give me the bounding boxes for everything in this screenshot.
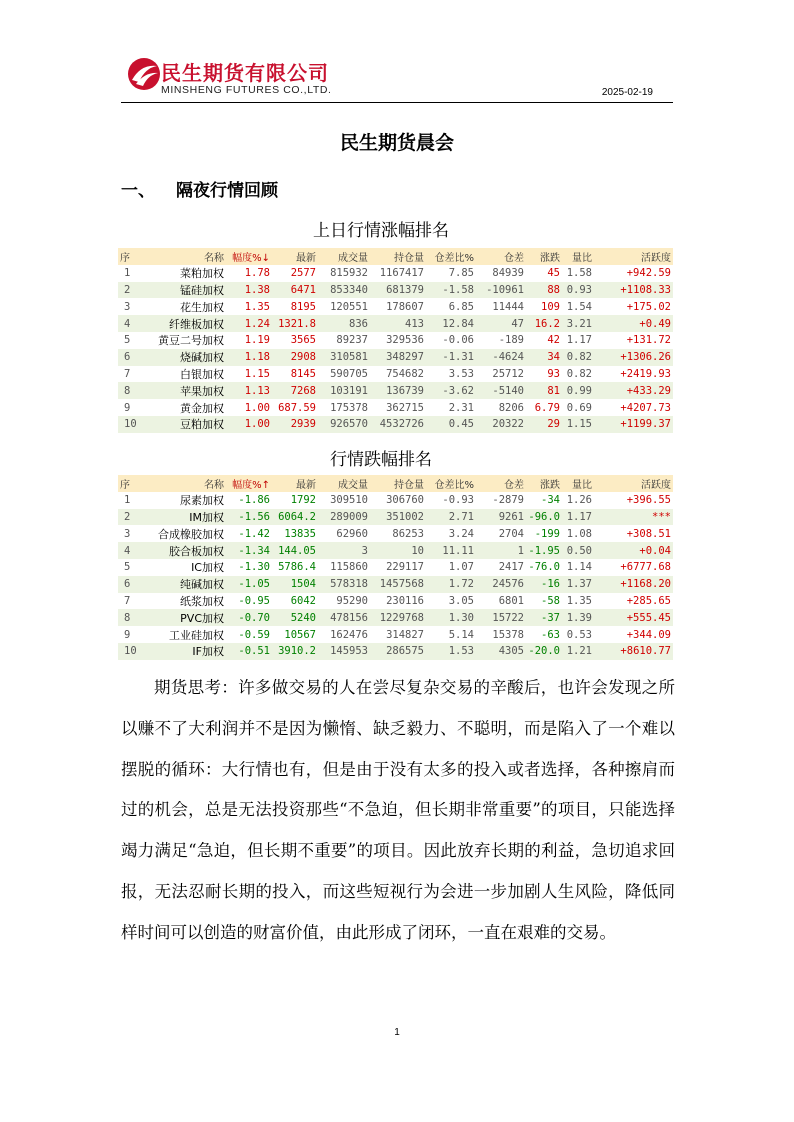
table-cell: 2704 — [498, 527, 524, 540]
table-cell: 926570 — [330, 418, 368, 431]
table-cell: +0.49 — [639, 317, 671, 330]
losers-table-title: 行情跌幅排名 — [330, 450, 432, 470]
table-cell: 4 — [124, 317, 131, 330]
table-cell: 黄金加权 — [180, 401, 224, 415]
table-cell: 7.85 — [448, 267, 474, 280]
table-cell: -1.56 — [238, 510, 270, 523]
column-header[interactable]: 持仓量 — [394, 479, 424, 491]
table-cell: 黄豆二号加权 — [158, 334, 224, 348]
minsheng-logo-icon — [127, 56, 161, 92]
table-cell: -4624 — [492, 351, 524, 364]
table-cell: 尿素加权 — [180, 494, 224, 508]
table-cell: +555.45 — [626, 611, 671, 624]
table-cell: 95290 — [336, 594, 368, 607]
column-header[interactable]: 最新 — [296, 252, 316, 264]
table-cell: 590705 — [330, 367, 368, 380]
table-cell: 纤维板加权 — [169, 317, 224, 331]
table-cell: 2417 — [498, 561, 524, 574]
table-cell: 烧碱加权 — [180, 351, 224, 365]
table-cell: 314827 — [386, 628, 424, 641]
table-cell: 109 — [541, 300, 560, 313]
table-cell: -1.95 — [528, 544, 560, 557]
table-cell: 289009 — [330, 510, 368, 523]
table-cell: 1.07 — [448, 561, 474, 574]
table-cell: +0.04 — [639, 544, 671, 557]
table-cell: 11.11 — [442, 544, 474, 557]
table-cell: 144.05 — [278, 544, 316, 557]
table-cell: 230116 — [386, 594, 424, 607]
table-cell: 花生加权 — [180, 300, 224, 314]
table-cell: 1792 — [290, 494, 316, 507]
column-header[interactable]: 序 — [120, 252, 130, 264]
table-cell: -1.86 — [238, 494, 270, 507]
table-cell: 6801 — [498, 594, 524, 607]
table-cell: IM加权 — [189, 510, 224, 524]
table-header-row — [118, 248, 673, 265]
table-cell: 10567 — [284, 628, 316, 641]
table-cell: 7268 — [290, 384, 316, 397]
commentary-text: 期货思考：许多做交易的人在尝尽复杂交易的辛酸后，也许会发现之所以赚不了大利润并不是因为懒惰、缺乏毅力、不聪明，而是陷入了一个难以摆脱的循环：大行情也有，但是由于没有太多的投入或者选择，各种擦肩而过的机会，总是无法投资那些“不急迫，但长期非常重要”的项目，只能选择竭力满足“急迫，但长期不重要”的项目。因此放弃长期的利益，急切追求回报，无法忍耐长期的投入，而这些短视行为会进一步加剧人生风险，降低同样时间可以创造的财富价值，由此形成了闭环，一直在艰难的交易。 — [121, 678, 675, 942]
table-cell: 2908 — [290, 351, 316, 364]
table-cell: 815932 — [330, 267, 368, 280]
table-cell: 115860 — [330, 561, 368, 574]
table-cell: 苹果加权 — [180, 384, 224, 398]
table-cell: 362715 — [386, 401, 424, 414]
table-cell: 687.59 — [278, 401, 316, 414]
table-cell: 10 — [411, 544, 424, 557]
table-cell: 351002 — [386, 510, 424, 523]
table-cell: -0.51 — [238, 645, 270, 658]
table-row[interactable] — [118, 399, 673, 416]
table-cell: 81 — [547, 384, 560, 397]
table-cell: -16 — [541, 578, 560, 591]
column-header[interactable]: 持仓量 — [394, 252, 424, 264]
table-cell: 4532726 — [379, 418, 424, 431]
table-cell: +396.55 — [626, 494, 671, 507]
table-row[interactable] — [118, 643, 673, 660]
table-cell: 1.08 — [566, 527, 592, 540]
table-cell: +2419.93 — [620, 367, 671, 380]
page-number: 1 — [394, 1027, 400, 1038]
table-cell: 0.69 — [566, 401, 592, 414]
table-cell: 6.85 — [448, 300, 474, 313]
table-cell: 1.14 — [566, 561, 592, 574]
table-cell: 24576 — [492, 578, 524, 591]
table-cell: 1.58 — [566, 267, 592, 280]
table-cell: +8610.77 — [620, 645, 671, 658]
table-cell: 1 — [517, 544, 524, 557]
table-cell: +6777.68 — [620, 561, 671, 574]
table-cell: +1168.20 — [620, 578, 671, 591]
table-cell: 62960 — [336, 527, 368, 540]
table-cell: 3565 — [290, 334, 316, 347]
table-cell: 309510 — [330, 494, 368, 507]
table-cell: +175.02 — [626, 300, 671, 313]
table-cell: 84939 — [492, 267, 524, 280]
table-cell: 45 — [547, 267, 560, 280]
table-row[interactable] — [118, 298, 673, 315]
table-cell: +131.72 — [626, 334, 671, 347]
table-cell: 5 — [124, 334, 131, 347]
commentary-paragraph — [121, 668, 675, 954]
table-cell: -0.70 — [238, 611, 270, 624]
table-cell: 1.18 — [244, 351, 270, 364]
table-cell: 16.2 — [534, 317, 560, 330]
table-cell: 178607 — [386, 300, 424, 313]
table-cell: 胶合板加权 — [169, 544, 224, 558]
table-cell: 1.24 — [244, 317, 270, 330]
company-name-en: MINSHENG FUTURES CO.,LTD. — [161, 84, 332, 96]
table-cell: 1.38 — [244, 283, 270, 296]
document-title: 民生期货晨会 — [339, 132, 454, 154]
table-header-row — [118, 475, 673, 492]
table-cell: -189 — [498, 334, 524, 347]
table-cell: 93 — [547, 367, 560, 380]
table-cell: PVC加权 — [180, 611, 224, 625]
table-row[interactable] — [118, 593, 673, 610]
table-cell: 8195 — [290, 300, 316, 313]
table-cell: 310581 — [330, 351, 368, 364]
table-cell: 853340 — [330, 283, 368, 296]
table-cell: 5240 — [290, 611, 316, 624]
table-row[interactable] — [118, 282, 673, 299]
section-number: 一、 — [121, 181, 155, 201]
table-cell: 0.45 — [448, 418, 474, 431]
table-cell: 6 — [124, 578, 131, 591]
table-row[interactable] — [118, 492, 673, 509]
table-cell: 88 — [547, 283, 560, 296]
table-cell: 7 — [124, 594, 131, 607]
table-cell: -0.59 — [238, 628, 270, 641]
table-cell: -0.93 — [442, 494, 474, 507]
column-header[interactable]: 仓差比% — [434, 479, 474, 491]
table-cell: *** — [652, 510, 671, 523]
table-cell: 9 — [124, 401, 131, 414]
table-cell: 1.37 — [566, 578, 592, 591]
table-cell: 1.13 — [244, 384, 270, 397]
table-cell: 4305 — [498, 645, 524, 658]
table-cell: 1321.8 — [278, 317, 316, 330]
table-cell: -63 — [541, 628, 560, 641]
table-cell: -0.95 — [238, 594, 270, 607]
table-cell: 锰硅加权 — [180, 283, 224, 297]
table-cell: 3.53 — [448, 367, 474, 380]
section-label: 隔夜行情回顾 — [176, 181, 278, 201]
table-cell: 0.82 — [566, 367, 592, 380]
table-cell: +1306.26 — [620, 351, 671, 364]
table-cell: 6.79 — [534, 401, 560, 414]
column-header[interactable]: 涨跌 — [540, 252, 560, 264]
table-cell: 25712 — [492, 367, 524, 380]
table-cell: 681379 — [386, 283, 424, 296]
table-cell: -96.0 — [528, 510, 560, 523]
table-cell: 纸浆加权 — [180, 594, 224, 608]
column-header[interactable]: 仓差 — [504, 252, 524, 264]
column-header[interactable]: 量比 — [572, 252, 592, 264]
table-cell: 5.14 — [448, 628, 474, 641]
column-header[interactable]: 活跃度 — [641, 479, 671, 491]
table-cell: 10 — [124, 418, 137, 431]
table-cell: 4 — [124, 544, 131, 557]
table-cell: 2939 — [290, 418, 316, 431]
table-cell: -1.31 — [442, 351, 474, 364]
table-cell: 13835 — [284, 527, 316, 540]
table-cell: -20.0 — [528, 645, 560, 658]
table-row[interactable] — [118, 349, 673, 366]
table-cell: 1.53 — [448, 645, 474, 658]
table-cell: 7 — [124, 367, 131, 380]
table-cell: 1167417 — [379, 267, 424, 280]
table-cell: IC加权 — [191, 561, 224, 575]
table-cell: 15722 — [492, 611, 524, 624]
table-cell: 1.30 — [448, 611, 474, 624]
column-header[interactable]: 量比 — [572, 479, 592, 491]
losers-table — [118, 475, 673, 660]
table-cell: 11444 — [492, 300, 524, 313]
column-header[interactable]: 名称 — [204, 252, 224, 264]
table-cell: 3 — [361, 544, 368, 557]
table-cell: IF加权 — [192, 645, 224, 659]
table-cell: 豆粕加权 — [180, 418, 224, 432]
column-header[interactable]: 涨跌 — [540, 479, 560, 491]
table-cell: 1229768 — [379, 611, 424, 624]
gainers-table-title: 上日行情涨幅排名 — [313, 221, 449, 241]
table-cell: +4207.73 — [620, 401, 671, 414]
table-cell: 1.35 — [244, 300, 270, 313]
table-cell: 1 — [124, 494, 131, 507]
table-cell: 329536 — [386, 334, 424, 347]
table-cell: -34 — [541, 494, 560, 507]
header-date: 2025-02-19 — [601, 87, 653, 98]
table-cell: 120551 — [330, 300, 368, 313]
table-row[interactable] — [118, 626, 673, 643]
table-cell: 754682 — [386, 367, 424, 380]
table-cell: 2 — [124, 510, 131, 523]
table-cell: 478156 — [330, 611, 368, 624]
table-cell: 1.15 — [566, 418, 592, 431]
table-cell: -3.62 — [442, 384, 474, 397]
table-row[interactable] — [118, 542, 673, 559]
table-cell: 菜粕加权 — [180, 267, 224, 281]
table-cell: 2577 — [290, 267, 316, 280]
table-cell: 5786.4 — [278, 561, 316, 574]
column-header[interactable]: 序 — [120, 479, 130, 491]
column-header[interactable]: 成交量 — [338, 252, 368, 264]
table-cell: 8145 — [290, 367, 316, 380]
table-cell: +1199.37 — [620, 418, 671, 431]
table-cell: 3 — [124, 527, 131, 540]
table-cell: 9261 — [498, 510, 524, 523]
table-cell: -37 — [541, 611, 560, 624]
table-row[interactable] — [118, 559, 673, 576]
table-cell: 6 — [124, 351, 131, 364]
table-cell: 0.99 — [566, 384, 592, 397]
table-cell: 白银加权 — [180, 367, 224, 381]
table-cell: 42 — [547, 334, 560, 347]
table-cell: 6064.2 — [278, 510, 316, 523]
table-row[interactable] — [118, 265, 673, 282]
column-header[interactable]: 幅度%↓ — [232, 252, 270, 264]
table-cell: 合成橡胶加权 — [158, 527, 224, 541]
table-cell: 纯碱加权 — [180, 578, 224, 592]
table-row[interactable] — [118, 509, 673, 526]
table-cell: 1.17 — [566, 334, 592, 347]
table-cell: +285.65 — [626, 594, 671, 607]
table-row[interactable] — [118, 366, 673, 383]
table-cell: 8206 — [498, 401, 524, 414]
column-header[interactable]: 活跃度 — [641, 252, 671, 264]
table-cell: 1.15 — [244, 367, 270, 380]
table-cell: -2879 — [492, 494, 524, 507]
table-cell: -1.34 — [238, 544, 270, 557]
section-heading — [121, 176, 278, 201]
table-cell: 1504 — [290, 578, 316, 591]
table-cell: 1.19 — [244, 334, 270, 347]
table-row[interactable] — [118, 609, 673, 626]
table-cell: 229117 — [386, 561, 424, 574]
table-cell: 6042 — [290, 594, 316, 607]
table-row[interactable] — [118, 525, 673, 542]
table-cell: 8 — [124, 611, 131, 624]
table-cell: 306760 — [386, 494, 424, 507]
table-cell: 12.84 — [442, 317, 474, 330]
table-cell: +308.51 — [626, 527, 671, 540]
table-cell: 1.39 — [566, 611, 592, 624]
table-cell: 0.93 — [566, 283, 592, 296]
table-cell: +433.29 — [626, 384, 671, 397]
table-cell: 工业硅加权 — [169, 628, 224, 642]
table-cell: 1.78 — [244, 267, 270, 280]
column-header[interactable]: 仓差比% — [434, 252, 474, 264]
table-cell: -1.58 — [442, 283, 474, 296]
table-cell: +1108.33 — [620, 283, 671, 296]
table-cell: 5 — [124, 561, 131, 574]
table-cell: 836 — [349, 317, 368, 330]
table-cell: 145953 — [330, 645, 368, 658]
table-cell: +942.59 — [626, 267, 671, 280]
table-cell: 8 — [124, 384, 131, 397]
table-cell: 348297 — [386, 351, 424, 364]
table-cell: -1.30 — [238, 561, 270, 574]
column-header[interactable]: 最新 — [296, 479, 316, 491]
table-cell: 136739 — [386, 384, 424, 397]
table-cell: 1 — [124, 267, 131, 280]
table-cell: 1.00 — [244, 418, 270, 431]
table-cell: 3910.2 — [278, 645, 316, 658]
table-cell: 1.54 — [566, 300, 592, 313]
table-cell: 103191 — [330, 384, 368, 397]
table-row[interactable] — [118, 332, 673, 349]
table-cell: 162476 — [330, 628, 368, 641]
table-cell: 413 — [405, 317, 424, 330]
table-cell: -10961 — [486, 283, 524, 296]
table-cell: +344.09 — [626, 628, 671, 641]
table-cell: 34 — [547, 351, 560, 364]
table-cell: 3.05 — [448, 594, 474, 607]
table-row[interactable] — [118, 416, 673, 433]
table-cell: 3.21 — [566, 317, 592, 330]
column-header[interactable]: 幅度%↑ — [232, 479, 270, 491]
table-row[interactable] — [118, 576, 673, 593]
table-cell: 29 — [547, 418, 560, 431]
table-cell: 2.71 — [448, 510, 474, 523]
table-cell: 0.53 — [566, 628, 592, 641]
table-cell: 286575 — [386, 645, 424, 658]
table-cell: 3.24 — [448, 527, 474, 540]
table-cell: 1.17 — [566, 510, 592, 523]
table-cell: -199 — [534, 527, 560, 540]
table-cell: -58 — [541, 594, 560, 607]
table-cell: 9 — [124, 628, 131, 641]
column-header[interactable]: 名称 — [204, 479, 224, 491]
table-row[interactable] — [118, 315, 673, 332]
table-cell: -5140 — [492, 384, 524, 397]
table-cell: 86253 — [392, 527, 424, 540]
column-header[interactable]: 成交量 — [338, 479, 368, 491]
table-cell: 15378 — [492, 628, 524, 641]
table-cell: 1457568 — [379, 578, 424, 591]
table-cell: 47 — [511, 317, 524, 330]
table-cell: 20322 — [492, 418, 524, 431]
table-cell: 175378 — [330, 401, 368, 414]
table-cell: 578318 — [330, 578, 368, 591]
table-cell: 1.21 — [566, 645, 592, 658]
page-header — [121, 54, 673, 103]
table-cell: 2.31 — [448, 401, 474, 414]
table-cell: 1.00 — [244, 401, 270, 414]
table-cell: 1.35 — [566, 594, 592, 607]
column-header[interactable]: 仓差 — [504, 479, 524, 491]
table-cell: -76.0 — [528, 561, 560, 574]
table-cell: 1.26 — [566, 494, 592, 507]
table-cell: 1.72 — [448, 578, 474, 591]
table-cell: -1.42 — [238, 527, 270, 540]
table-cell: -1.05 — [238, 578, 270, 591]
table-row[interactable] — [118, 382, 673, 399]
company-name-cn: 民生期货有限公司 — [161, 61, 329, 85]
table-cell: 2 — [124, 283, 131, 296]
table-cell: 0.82 — [566, 351, 592, 364]
table-cell: 6471 — [290, 283, 316, 296]
table-cell: 89237 — [336, 334, 368, 347]
table-cell: 3 — [124, 300, 131, 313]
table-cell: -0.06 — [442, 334, 474, 347]
table-cell: 10 — [124, 645, 137, 658]
gainers-table — [118, 248, 673, 433]
table-cell: 0.50 — [566, 544, 592, 557]
